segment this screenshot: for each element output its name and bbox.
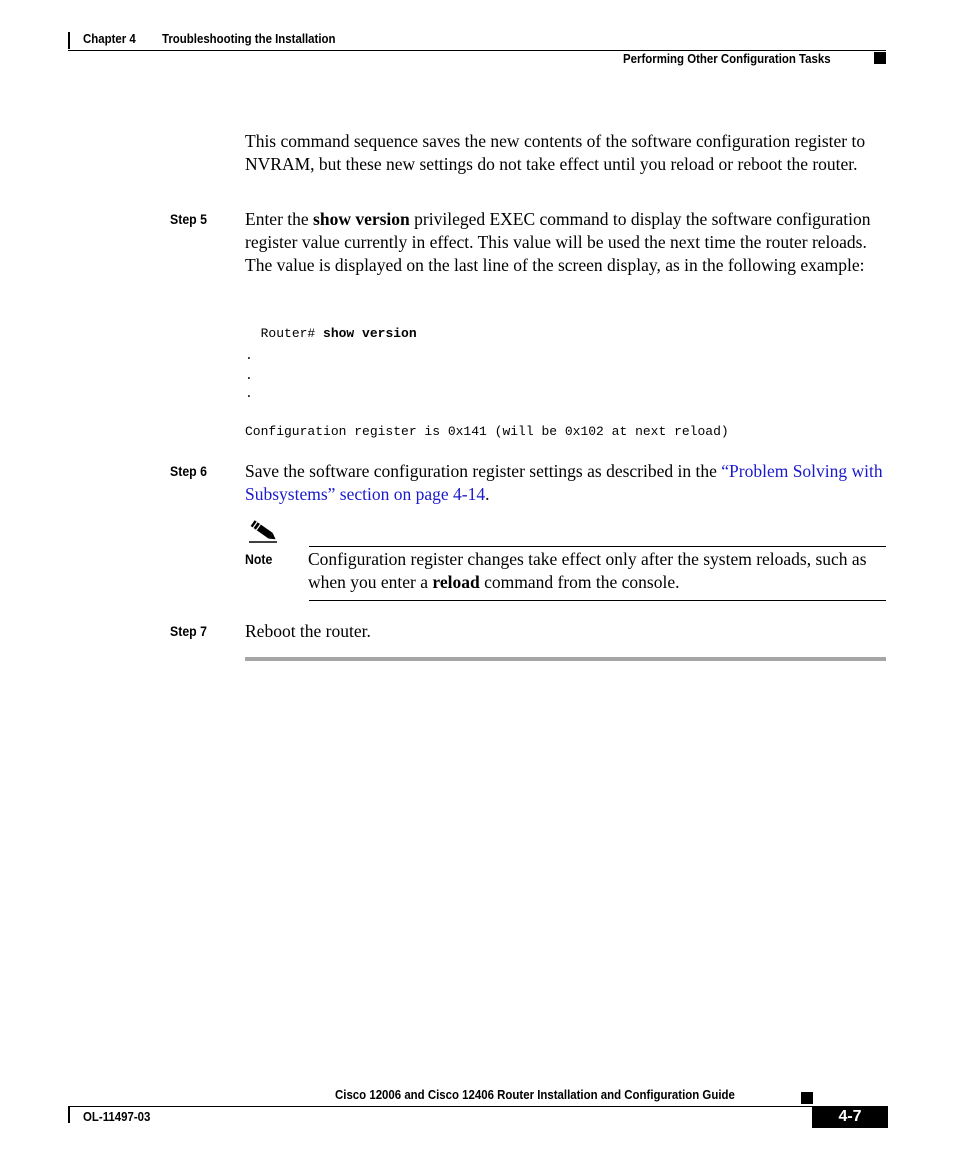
step-6-text-part1: Save the software configuration register settings as described in the [245,461,722,481]
step-5-text-part2: privileged EXEC command to display the software configuration register value currently in effect. This value will be used the next time the router reloads. The value is displayed on the last line of the screen display, as in the following example: [245,209,871,275]
cli-ellipsis-dot: . [245,348,253,363]
header-block-marker [874,52,886,64]
step-7-text: Reboot the router. [245,621,371,641]
footer-doc-number: OL-11497-03 [83,1109,151,1124]
step-6-text [245,460,890,506]
intro-paragraph: This command sequence saves the new contents of the software configuration register to NVRAM, but these new settings do not take effect until you reload or reboot the router. [245,131,866,174]
cli-ellipsis-dot: . [245,386,253,401]
procedure-end-rule [245,657,886,661]
note-text-part2: command from the console. [479,572,680,592]
header-chapter-title: Troubleshooting the Installation [162,31,336,46]
footer-guide-title: Cisco 12006 and Cisco 12406 Router Installation and Configuration Guide [335,1087,735,1102]
page-number-box [812,1106,888,1128]
step-5-command-name: show version [313,209,410,229]
footer-rule [68,1106,888,1107]
header-left-bar [68,32,70,49]
page-number: 4-7 [838,1108,862,1125]
cli-command: show version [323,326,417,341]
cli-ellipsis-dot: . [245,368,253,383]
header-chapter: Chapter 4 [83,31,136,46]
header-section: Performing Other Configuration Tasks [623,51,831,66]
step-5-text [245,208,890,277]
cli-command-line [245,311,417,341]
footer-left-bar [68,1106,70,1123]
cross-reference-link[interactable]: “Problem Solving with Subsystems” section on page 4-14 [245,461,883,504]
note-command-name: reload [432,572,480,592]
note-text [308,548,893,594]
step-6-label: Step 6 [170,463,207,479]
footer-block-marker [801,1092,813,1104]
step-7-label: Step 7 [170,623,207,639]
cli-output-line: Configuration register is 0x141 (will be 0x102 at next reload) [245,424,729,439]
note-text-part1: Configuration register changes take effect only after the system reloads, such as when you enter a [308,549,867,592]
step-6-text-part2: . [485,484,490,504]
note-label: Note [245,551,273,567]
cli-prompt: Router# [260,326,324,341]
step-5-text-part1: Enter the [245,209,314,229]
step-5-label: Step 5 [170,211,207,227]
note-pencil-icon [247,519,279,543]
note-top-rule [309,546,886,547]
note-bottom-rule [309,600,886,601]
